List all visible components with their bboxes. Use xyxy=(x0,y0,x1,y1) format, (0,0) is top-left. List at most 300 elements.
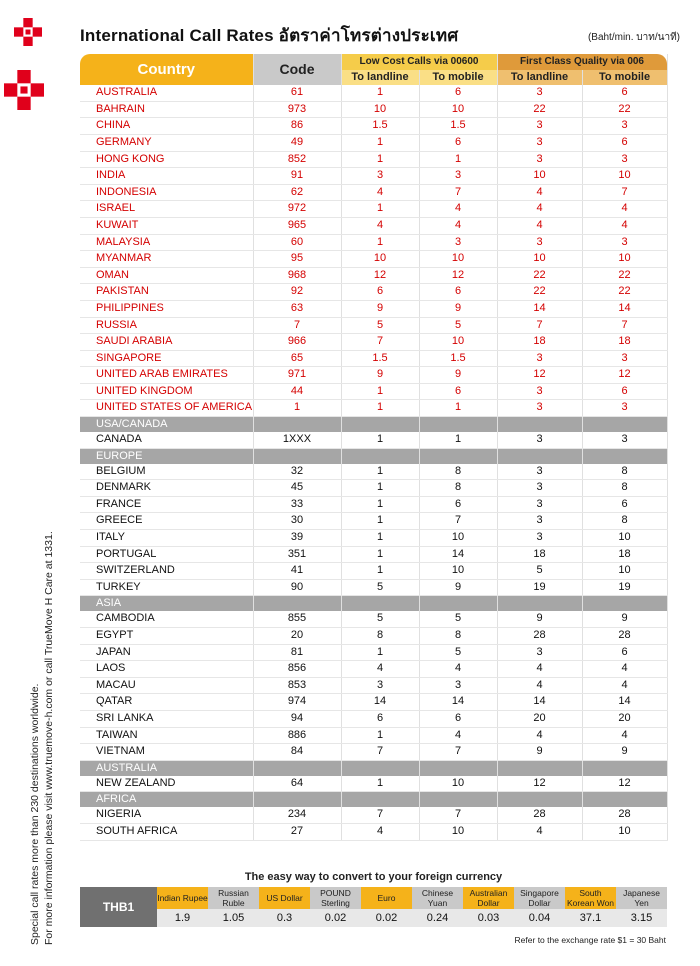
low-mobile-cell: 8 xyxy=(419,480,497,497)
code-cell: 94 xyxy=(253,710,341,727)
country-cell: GERMANY xyxy=(80,134,253,151)
low-mobile-cell: 6 xyxy=(419,284,497,301)
region-spacer xyxy=(419,760,497,776)
code-cell: 33 xyxy=(253,496,341,513)
first-landline-cell: 19 xyxy=(497,579,582,596)
region-spacer xyxy=(253,417,341,433)
first-landline-cell: 3 xyxy=(497,644,582,661)
country-cell: QATAR xyxy=(80,694,253,711)
code-cell: 973 xyxy=(253,101,341,118)
low-landline-cell: 8 xyxy=(341,628,419,645)
first-mobile-cell: 6 xyxy=(582,383,667,400)
low-landline-cell: 12 xyxy=(341,267,419,284)
first-landline-cell: 28 xyxy=(497,807,582,823)
low-mobile-header: To mobile xyxy=(419,70,497,86)
table-row xyxy=(80,284,667,301)
first-mobile-cell: 12 xyxy=(582,776,667,792)
first-mobile-cell: 6 xyxy=(582,496,667,513)
first-mobile-cell: 3 xyxy=(582,151,667,168)
first-mobile-cell: 22 xyxy=(582,284,667,301)
region-label: USA/CANADA xyxy=(80,417,253,433)
region-label: AFRICA xyxy=(80,792,253,808)
country-cell: SRI LANKA xyxy=(80,710,253,727)
first-landline-cell: 12 xyxy=(497,776,582,792)
low-landline-cell: 1 xyxy=(341,563,419,580)
currency-value: 1.9 xyxy=(157,909,208,927)
country-cell: TAIWAN xyxy=(80,727,253,744)
first-landline-cell: 3 xyxy=(497,530,582,547)
code-cell: 974 xyxy=(253,694,341,711)
table-row xyxy=(80,480,667,497)
region-spacer xyxy=(419,448,497,464)
low-mobile-cell: 8 xyxy=(419,628,497,645)
rates-table xyxy=(80,54,668,841)
table-row xyxy=(80,628,667,645)
low-landline-cell: 1 xyxy=(341,400,419,417)
low-landline-cell: 7 xyxy=(341,744,419,761)
first-landline-header: To landline xyxy=(497,70,582,86)
first-mobile-cell: 4 xyxy=(582,677,667,694)
first-landline-cell: 4 xyxy=(497,677,582,694)
table-row xyxy=(80,546,667,563)
low-mobile-cell: 6 xyxy=(419,383,497,400)
low-mobile-cell: 7 xyxy=(419,184,497,201)
low-cost-header: Low Cost Calls via 00600 xyxy=(341,54,497,70)
first-mobile-cell: 10 xyxy=(582,823,667,840)
first-landline-cell: 3 xyxy=(497,134,582,151)
table-row xyxy=(80,217,667,234)
rates-body xyxy=(80,85,667,840)
table-row xyxy=(80,611,667,627)
low-mobile-cell: 7 xyxy=(419,744,497,761)
country-cell: MYANMAR xyxy=(80,251,253,268)
currency-value: 0.03 xyxy=(463,909,514,927)
code-cell: 45 xyxy=(253,480,341,497)
table-row xyxy=(80,530,667,547)
exchange-note: Refer to the exchange rate $1 = 30 Baht xyxy=(514,935,666,945)
table-row xyxy=(80,496,667,513)
currency-name: Australian Dollar xyxy=(463,887,514,909)
code-cell: 32 xyxy=(253,464,341,480)
table-row xyxy=(80,563,667,580)
low-landline-cell: 1 xyxy=(341,383,419,400)
first-landline-cell: 20 xyxy=(497,710,582,727)
code-cell: 1 xyxy=(253,400,341,417)
first-mobile-cell: 22 xyxy=(582,101,667,118)
low-mobile-cell: 10 xyxy=(419,823,497,840)
first-mobile-cell: 6 xyxy=(582,134,667,151)
table-row xyxy=(80,334,667,351)
first-mobile-cell: 4 xyxy=(582,727,667,744)
first-mobile-cell: 7 xyxy=(582,184,667,201)
side-note xyxy=(28,475,56,945)
country-cell: INDONESIA xyxy=(80,184,253,201)
country-cell: RUSSIA xyxy=(80,317,253,334)
first-mobile-cell: 22 xyxy=(582,267,667,284)
first-mobile-cell: 10 xyxy=(582,563,667,580)
low-mobile-cell: 1.5 xyxy=(419,350,497,367)
table-row xyxy=(80,317,667,334)
first-mobile-cell: 20 xyxy=(582,710,667,727)
first-landline-cell: 18 xyxy=(497,546,582,563)
region-spacer xyxy=(253,596,341,612)
table-row xyxy=(80,710,667,727)
country-cell: SOUTH AFRICA xyxy=(80,823,253,840)
country-cell: LAOS xyxy=(80,661,253,678)
region-label: ASIA xyxy=(80,596,253,612)
low-mobile-cell: 10 xyxy=(419,563,497,580)
code-cell: 49 xyxy=(253,134,341,151)
low-landline-cell: 1 xyxy=(341,546,419,563)
low-landline-cell: 1 xyxy=(341,513,419,530)
first-landline-cell: 9 xyxy=(497,611,582,627)
currency-table xyxy=(80,887,667,927)
table-row xyxy=(80,350,667,367)
low-landline-cell: 5 xyxy=(341,611,419,627)
currency-value: 0.02 xyxy=(310,909,361,927)
low-landline-cell: 1 xyxy=(341,134,419,151)
code-cell: 972 xyxy=(253,201,341,218)
first-landline-cell: 18 xyxy=(497,334,582,351)
country-cell: NIGERIA xyxy=(80,807,253,823)
low-mobile-cell: 14 xyxy=(419,694,497,711)
first-landline-cell: 9 xyxy=(497,744,582,761)
code-cell: 855 xyxy=(253,611,341,627)
region-spacer xyxy=(341,792,419,808)
low-mobile-cell: 6 xyxy=(419,85,497,101)
first-landline-cell: 3 xyxy=(497,234,582,251)
low-landline-cell: 1 xyxy=(341,201,419,218)
units-label: (Baht/min. บาท/นาที) xyxy=(587,32,680,43)
low-mobile-cell: 9 xyxy=(419,367,497,384)
table-row xyxy=(80,694,667,711)
region-spacer xyxy=(253,792,341,808)
table-row xyxy=(80,513,667,530)
low-landline-cell: 1.5 xyxy=(341,350,419,367)
low-mobile-cell: 10 xyxy=(419,101,497,118)
low-mobile-cell: 4 xyxy=(419,727,497,744)
first-mobile-cell: 9 xyxy=(582,611,667,627)
first-mobile-cell: 3 xyxy=(582,118,667,135)
code-cell: 63 xyxy=(253,300,341,317)
low-mobile-cell: 1 xyxy=(419,400,497,417)
first-mobile-cell: 28 xyxy=(582,628,667,645)
first-landline-cell: 22 xyxy=(497,284,582,301)
region-header xyxy=(80,417,667,433)
first-landline-cell: 14 xyxy=(497,300,582,317)
low-landline-cell: 1 xyxy=(341,151,419,168)
currency-caption: The easy way to convert to your foreign currency xyxy=(244,871,503,883)
first-landline-cell: 3 xyxy=(497,480,582,497)
code-cell: 853 xyxy=(253,677,341,694)
table-row xyxy=(80,776,667,792)
region-spacer xyxy=(341,596,419,612)
low-mobile-cell: 12 xyxy=(419,267,497,284)
region-spacer xyxy=(497,417,582,433)
region-spacer xyxy=(253,760,341,776)
low-landline-cell: 9 xyxy=(341,367,419,384)
low-mobile-cell: 9 xyxy=(419,300,497,317)
low-landline-cell: 1 xyxy=(341,432,419,448)
code-cell: 92 xyxy=(253,284,341,301)
first-landline-cell: 3 xyxy=(497,118,582,135)
low-landline-cell: 1 xyxy=(341,727,419,744)
first-landline-cell: 4 xyxy=(497,661,582,678)
currency-name: Japanese Yen xyxy=(616,887,667,909)
currency-name: Indian Rupee xyxy=(157,887,208,909)
code-cell: 30 xyxy=(253,513,341,530)
country-cell: GREECE xyxy=(80,513,253,530)
code-cell: 41 xyxy=(253,563,341,580)
low-landline-cell: 10 xyxy=(341,101,419,118)
first-class-header: First Class Quality via 006 xyxy=(497,54,667,70)
table-row xyxy=(80,118,667,135)
region-spacer xyxy=(497,448,582,464)
currency-name-row xyxy=(80,887,667,909)
first-mobile-cell: 8 xyxy=(582,480,667,497)
country-cell: KUWAIT xyxy=(80,217,253,234)
currency-name: Russian Ruble xyxy=(208,887,259,909)
region-header xyxy=(80,792,667,808)
country-cell: DENMARK xyxy=(80,480,253,497)
region-spacer xyxy=(582,596,667,612)
code-cell: 65 xyxy=(253,350,341,367)
first-landline-cell: 3 xyxy=(497,432,582,448)
low-mobile-cell: 5 xyxy=(419,611,497,627)
region-spacer xyxy=(582,448,667,464)
table-row xyxy=(80,184,667,201)
code-cell: 81 xyxy=(253,644,341,661)
low-mobile-cell: 10 xyxy=(419,251,497,268)
first-landline-cell: 3 xyxy=(497,464,582,480)
first-landline-cell: 5 xyxy=(497,563,582,580)
code-cell: 234 xyxy=(253,807,341,823)
region-spacer xyxy=(497,792,582,808)
first-mobile-cell: 4 xyxy=(582,661,667,678)
country-cell: MACAU xyxy=(80,677,253,694)
low-landline-cell: 1 xyxy=(341,234,419,251)
currency-value: 0.04 xyxy=(514,909,565,927)
region-spacer xyxy=(419,596,497,612)
code-cell: 39 xyxy=(253,530,341,547)
code-cell: 44 xyxy=(253,383,341,400)
country-cell: TURKEY xyxy=(80,579,253,596)
table-row xyxy=(80,367,667,384)
first-mobile-cell: 8 xyxy=(582,464,667,480)
low-landline-cell: 9 xyxy=(341,300,419,317)
first-landline-cell: 3 xyxy=(497,151,582,168)
table-row xyxy=(80,727,667,744)
region-spacer xyxy=(419,792,497,808)
low-landline-cell: 1 xyxy=(341,464,419,480)
country-cell: PAKISTAN xyxy=(80,284,253,301)
table-row xyxy=(80,400,667,417)
first-landline-cell: 14 xyxy=(497,694,582,711)
first-landline-cell: 4 xyxy=(497,184,582,201)
first-mobile-cell: 4 xyxy=(582,201,667,218)
low-mobile-cell: 7 xyxy=(419,513,497,530)
code-cell: 20 xyxy=(253,628,341,645)
low-mobile-cell: 9 xyxy=(419,579,497,596)
low-mobile-cell: 10 xyxy=(419,776,497,792)
first-landline-cell: 10 xyxy=(497,251,582,268)
low-landline-cell: 1 xyxy=(341,496,419,513)
region-label: EUROPE xyxy=(80,448,253,464)
low-landline-cell: 5 xyxy=(341,317,419,334)
currency-value: 0.02 xyxy=(361,909,412,927)
first-mobile-header: To mobile xyxy=(582,70,667,86)
code-cell: 62 xyxy=(253,184,341,201)
low-mobile-cell: 1 xyxy=(419,432,497,448)
currency-name: Singapore Dollar xyxy=(514,887,565,909)
low-mobile-cell: 5 xyxy=(419,644,497,661)
code-cell: 852 xyxy=(253,151,341,168)
low-mobile-cell: 3 xyxy=(419,168,497,185)
low-mobile-cell: 10 xyxy=(419,334,497,351)
currency-value-row xyxy=(80,909,667,927)
currency-value: 0.24 xyxy=(412,909,463,927)
low-landline-cell: 10 xyxy=(341,251,419,268)
code-cell: 64 xyxy=(253,776,341,792)
country-cell: CAMBODIA xyxy=(80,611,253,627)
currency-name: South Korean Won xyxy=(566,888,615,908)
first-landline-cell: 3 xyxy=(497,496,582,513)
first-mobile-cell: 6 xyxy=(582,644,667,661)
currency-value: 37.1 xyxy=(565,909,616,927)
low-mobile-cell: 1 xyxy=(419,151,497,168)
first-mobile-cell: 7 xyxy=(582,317,667,334)
code-cell: 91 xyxy=(253,168,341,185)
region-spacer xyxy=(341,417,419,433)
country-cell: VIETNAM xyxy=(80,744,253,761)
first-mobile-cell: 18 xyxy=(582,334,667,351)
region-spacer xyxy=(497,760,582,776)
country-cell: PORTUGAL xyxy=(80,546,253,563)
currency-value: 0.3 xyxy=(259,909,310,927)
first-landline-cell: 4 xyxy=(497,727,582,744)
table-row xyxy=(80,201,667,218)
table-row xyxy=(80,267,667,284)
first-landline-cell: 4 xyxy=(497,217,582,234)
low-landline-cell: 7 xyxy=(341,807,419,823)
region-label: AUSTRALIA xyxy=(80,760,253,776)
first-mobile-cell: 19 xyxy=(582,579,667,596)
code-cell: 965 xyxy=(253,217,341,234)
first-mobile-cell: 4 xyxy=(582,217,667,234)
first-mobile-cell: 28 xyxy=(582,807,667,823)
first-landline-cell: 3 xyxy=(497,513,582,530)
country-cell: OMAN xyxy=(80,267,253,284)
low-landline-cell: 6 xyxy=(341,710,419,727)
country-cell: ISRAEL xyxy=(80,201,253,218)
low-mobile-cell: 5 xyxy=(419,317,497,334)
country-cell: BELGIUM xyxy=(80,464,253,480)
logo-icon xyxy=(14,18,42,46)
first-mobile-cell: 6 xyxy=(582,85,667,101)
country-cell: ITALY xyxy=(80,530,253,547)
low-landline-cell: 1.5 xyxy=(341,118,419,135)
low-mobile-cell: 4 xyxy=(419,217,497,234)
first-landline-cell: 3 xyxy=(497,400,582,417)
code-header: Code xyxy=(253,54,341,85)
first-landline-cell: 4 xyxy=(497,201,582,218)
low-mobile-cell: 3 xyxy=(419,677,497,694)
first-landline-cell: 22 xyxy=(497,267,582,284)
currency-value: 3.15 xyxy=(616,909,667,927)
code-cell: 86 xyxy=(253,118,341,135)
first-mobile-cell: 9 xyxy=(582,744,667,761)
first-mobile-cell: 12 xyxy=(582,367,667,384)
currency-value: 1.05 xyxy=(208,909,259,927)
table-row xyxy=(80,644,667,661)
first-mobile-cell: 10 xyxy=(582,530,667,547)
low-landline-header: To landline xyxy=(341,70,419,86)
code-cell: 968 xyxy=(253,267,341,284)
code-cell: 971 xyxy=(253,367,341,384)
code-cell: 95 xyxy=(253,251,341,268)
low-mobile-cell: 1.5 xyxy=(419,118,497,135)
low-mobile-cell: 8 xyxy=(419,464,497,480)
region-header xyxy=(80,596,667,612)
first-mobile-cell: 3 xyxy=(582,400,667,417)
country-header: Country xyxy=(80,54,253,85)
country-cell: SINGAPORE xyxy=(80,350,253,367)
table-row xyxy=(80,661,667,678)
country-cell: UNITED ARAB EMIRATES xyxy=(80,367,253,384)
logo-icon-large xyxy=(4,70,44,110)
low-landline-cell: 4 xyxy=(341,217,419,234)
low-landline-cell: 3 xyxy=(341,677,419,694)
country-cell: AUSTRALIA xyxy=(80,85,253,101)
low-mobile-cell: 7 xyxy=(419,807,497,823)
first-mobile-cell: 10 xyxy=(582,168,667,185)
first-landline-cell: 22 xyxy=(497,101,582,118)
first-landline-cell: 4 xyxy=(497,823,582,840)
low-landline-cell: 5 xyxy=(341,579,419,596)
code-cell: 61 xyxy=(253,85,341,101)
country-cell: UNITED KINGDOM xyxy=(80,383,253,400)
low-landline-cell: 1 xyxy=(341,480,419,497)
code-cell: 84 xyxy=(253,744,341,761)
country-cell: EGYPT xyxy=(80,628,253,645)
low-landline-cell: 4 xyxy=(341,823,419,840)
base-currency: THB1 xyxy=(80,887,157,927)
low-landline-cell: 4 xyxy=(341,661,419,678)
code-cell: 90 xyxy=(253,579,341,596)
low-landline-cell: 3 xyxy=(341,168,419,185)
low-mobile-cell: 6 xyxy=(419,134,497,151)
country-cell: BAHRAIN xyxy=(80,101,253,118)
first-mobile-cell: 8 xyxy=(582,513,667,530)
page-title: International Call Rates อัตราค่าโทรต่างประเทศ xyxy=(80,26,459,45)
country-cell: SWITZERLAND xyxy=(80,563,253,580)
low-mobile-cell: 10 xyxy=(419,530,497,547)
first-mobile-cell: 18 xyxy=(582,546,667,563)
low-landline-cell: 4 xyxy=(341,184,419,201)
low-mobile-cell: 6 xyxy=(419,496,497,513)
region-spacer xyxy=(341,448,419,464)
currency-name: Chinese Yuan xyxy=(412,887,463,909)
low-landline-cell: 1 xyxy=(341,776,419,792)
first-landline-cell: 7 xyxy=(497,317,582,334)
currency-name: US Dollar xyxy=(259,887,310,909)
country-cell: NEW ZEALAND xyxy=(80,776,253,792)
region-header xyxy=(80,760,667,776)
low-landline-cell: 7 xyxy=(341,334,419,351)
low-landline-cell: 1 xyxy=(341,85,419,101)
country-cell: CHINA xyxy=(80,118,253,135)
region-spacer xyxy=(582,792,667,808)
